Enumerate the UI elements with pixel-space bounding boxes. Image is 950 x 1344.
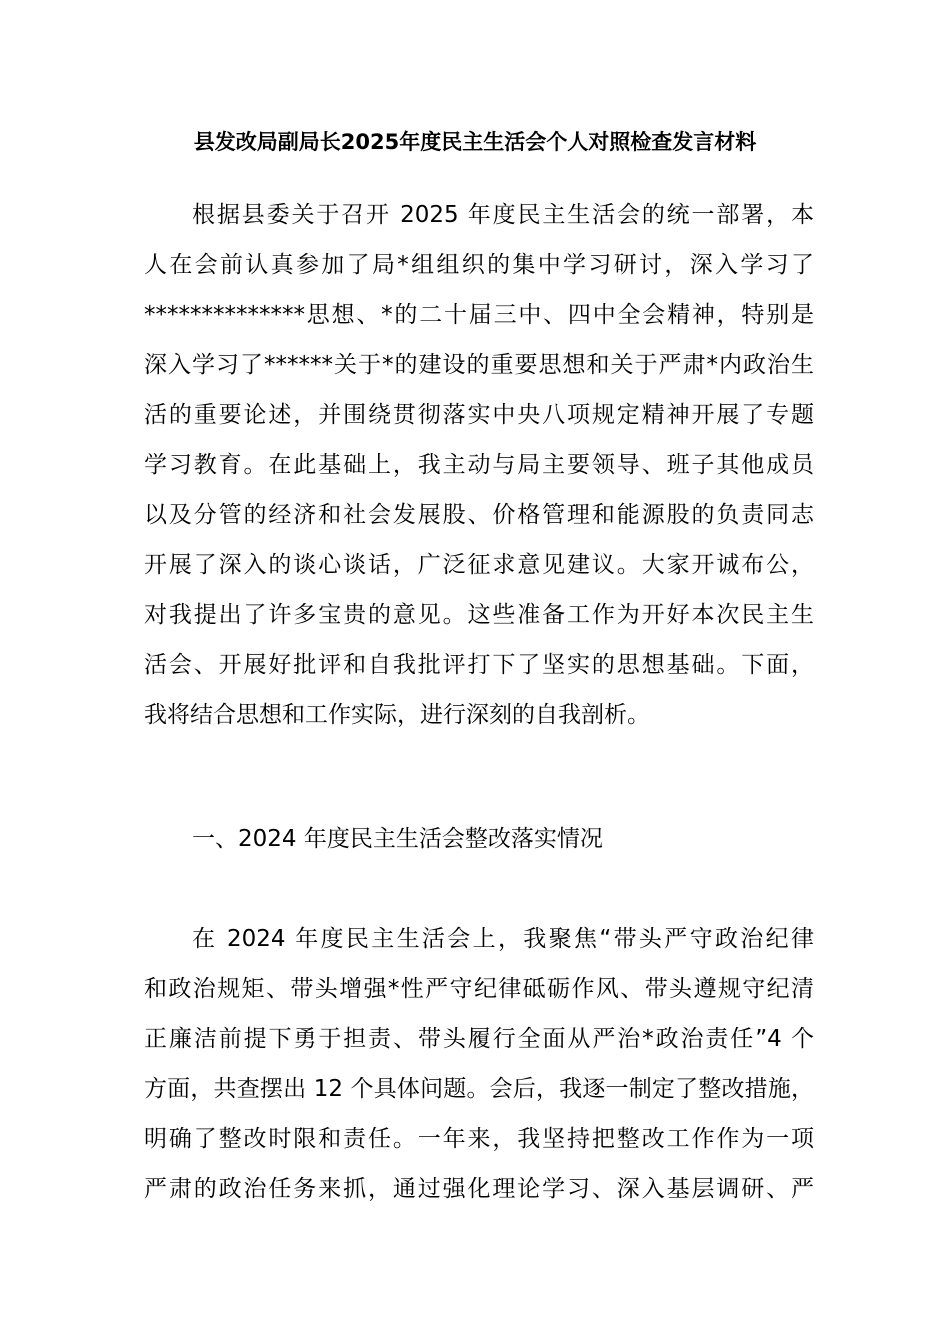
paragraph-line: 人在会前认真参加了局*组组织的集中学习研讨，深入学习了 [144, 252, 814, 278]
paragraph-line: 明确了整改时限和责任。一年来，我坚持把整改工作作为一项 [144, 1126, 814, 1152]
paragraph-line: 根据县委关于召开 2025 年度民主生活会的统一部署，本 [192, 202, 814, 228]
paragraph-line: **************思想、*的二十届三中、四中全会精神，特别是 [144, 302, 814, 328]
section-heading-block [144, 814, 814, 864]
paragraph-line: 对我提出了许多宝贵的意见。这些准备工作为开好本次民主生 [144, 602, 814, 628]
paragraph-line: 方面，共查摆出 12 个具体问题。会后，我逐一制定了整改措施， [144, 1076, 814, 1102]
paragraph-line: 严肃的政治任务来抓，通过强化理论学习、深入基层调研、严 [144, 1176, 814, 1202]
paragraph-line: 正廉洁前提下勇于担责、带头履行全面从严治*政治责任”4 个 [144, 1026, 814, 1052]
document-title: 县发改局副局长2025年度民主生活会个人对照检查发言材料 [193, 130, 757, 154]
paragraph-line: 在 2024 年度民主生活会上，我聚焦“带头严守政治纪律 [192, 926, 814, 952]
paragraph-line: 以及分管的经济和社会发展股、价格管理和能源股的负责同志 [144, 502, 814, 528]
paragraph-line: 开展了深入的谈心谈话，广泛征求意见建议。大家开诚布公， [144, 552, 814, 578]
paragraph-rectification [144, 914, 814, 1214]
paragraph-line: 活的重要论述，并围绕贯彻落实中央八项规定精神开展了专题 [144, 402, 814, 428]
paragraph-line: 我将结合思想和工作实际，进行深刻的自我剖析。 [144, 702, 650, 728]
paragraph-line: 和政治规矩、带头增强*性严守纪律砥砺作风、带头遵规守纪清 [144, 976, 814, 1002]
paragraph-line: 深入学习了******关于*的建设的重要思想和关于严肃*内政治生 [144, 352, 814, 378]
paragraph-line: 活会、开展好批评和自我批评打下了坚实的思想基础。下面， [144, 652, 814, 678]
section-heading: 一、2024 年度民主生活会整改落实情况 [192, 826, 603, 852]
paragraph-line: 学习教育。在此基础上，我主动与局主要领导、班子其他成员 [144, 452, 814, 478]
paragraph-intro [144, 190, 814, 740]
